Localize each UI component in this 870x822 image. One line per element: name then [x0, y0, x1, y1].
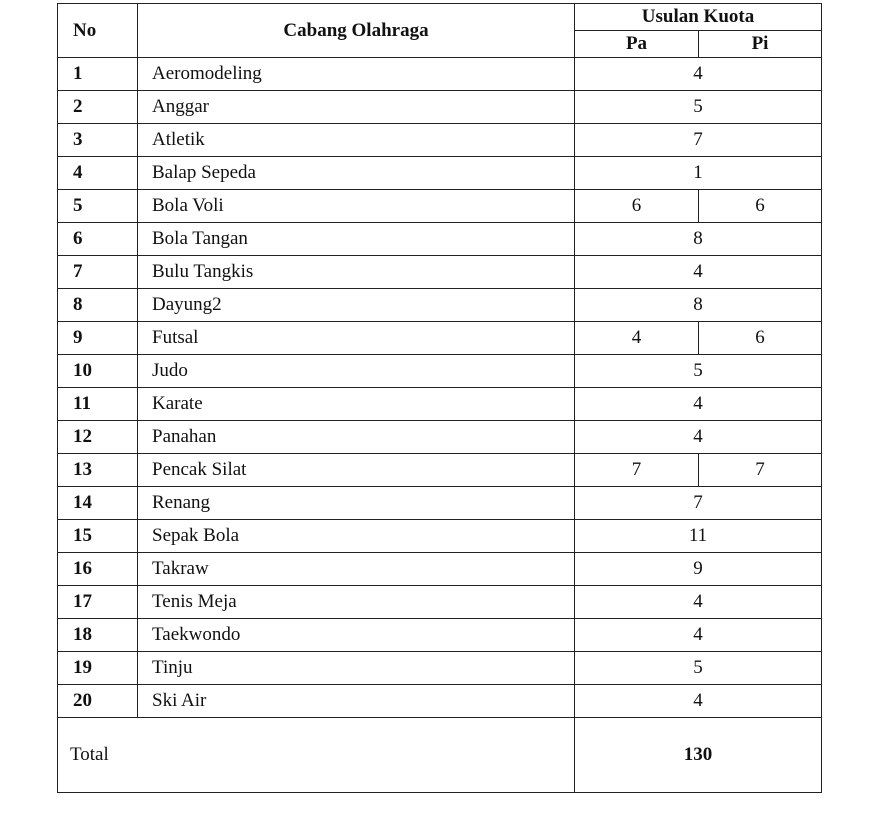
- row-sport: Dayung2: [138, 289, 575, 322]
- row-sport: Karate: [138, 388, 575, 421]
- row-quota: 5: [575, 652, 822, 685]
- row-no: 4: [58, 157, 138, 190]
- row-sport: Tinju: [138, 652, 575, 685]
- row-no: 13: [58, 454, 138, 487]
- quota-table: [57, 3, 822, 793]
- table-row: [58, 355, 822, 388]
- table-row: [58, 190, 822, 223]
- row-quota: 9: [575, 553, 822, 586]
- total-value: 130: [575, 718, 822, 793]
- row-sport: Bola Voli: [138, 190, 575, 223]
- row-no: 12: [58, 421, 138, 454]
- table-row: [58, 157, 822, 190]
- row-quota: 4: [575, 586, 822, 619]
- row-quota-pi: 6: [699, 322, 822, 355]
- row-quota: 4: [575, 388, 822, 421]
- row-sport: Panahan: [138, 421, 575, 454]
- row-quota: 4: [575, 256, 822, 289]
- row-sport: Takraw: [138, 553, 575, 586]
- table-row: [58, 586, 822, 619]
- row-no: 17: [58, 586, 138, 619]
- row-sport: Pencak Silat: [138, 454, 575, 487]
- row-no: 6: [58, 223, 138, 256]
- table-row: [58, 619, 822, 652]
- table-row: [58, 322, 822, 355]
- row-sport: Tenis Meja: [138, 586, 575, 619]
- row-quota: 4: [575, 58, 822, 91]
- row-no: 18: [58, 619, 138, 652]
- table-row: [58, 223, 822, 256]
- row-quota-pa: 7: [575, 454, 699, 487]
- row-no: 3: [58, 124, 138, 157]
- table-row: [58, 388, 822, 421]
- row-sport: Futsal: [138, 322, 575, 355]
- row-no: 7: [58, 256, 138, 289]
- total-row: [58, 718, 822, 793]
- header-pa: Pa: [575, 31, 699, 58]
- header-pi: Pi: [699, 31, 822, 58]
- row-sport: Atletik: [138, 124, 575, 157]
- row-no: 20: [58, 685, 138, 718]
- row-quota-pi: 7: [699, 454, 822, 487]
- row-quota: 8: [575, 289, 822, 322]
- row-no: 2: [58, 91, 138, 124]
- total-label: Total: [58, 718, 575, 793]
- table-body: [58, 58, 822, 793]
- table-row: [58, 553, 822, 586]
- table-header-row: [58, 4, 822, 31]
- row-no: 8: [58, 289, 138, 322]
- row-quota-pi: 6: [699, 190, 822, 223]
- table-row: [58, 652, 822, 685]
- row-no: 19: [58, 652, 138, 685]
- row-sport: Balap Sepeda: [138, 157, 575, 190]
- row-sport: Renang: [138, 487, 575, 520]
- row-quota: 11: [575, 520, 822, 553]
- header-no: No: [58, 4, 138, 58]
- row-quota: 1: [575, 157, 822, 190]
- row-quota: 4: [575, 421, 822, 454]
- row-quota: 4: [575, 685, 822, 718]
- row-no: 16: [58, 553, 138, 586]
- header-quota: Usulan Kuota: [575, 4, 822, 31]
- row-no: 5: [58, 190, 138, 223]
- table-row: [58, 58, 822, 91]
- table-row: [58, 124, 822, 157]
- row-no: 15: [58, 520, 138, 553]
- table-row: [58, 91, 822, 124]
- row-no: 9: [58, 322, 138, 355]
- row-sport: Ski Air: [138, 685, 575, 718]
- row-sport: Judo: [138, 355, 575, 388]
- row-quota: 8: [575, 223, 822, 256]
- table-row: [58, 454, 822, 487]
- row-no: 14: [58, 487, 138, 520]
- row-sport: Anggar: [138, 91, 575, 124]
- row-sport: Taekwondo: [138, 619, 575, 652]
- table-row: [58, 289, 822, 322]
- table-row: [58, 256, 822, 289]
- table-row: [58, 487, 822, 520]
- row-no: 10: [58, 355, 138, 388]
- row-quota: 5: [575, 91, 822, 124]
- row-sport: Sepak Bola: [138, 520, 575, 553]
- row-quota-pa: 6: [575, 190, 699, 223]
- header-sport: Cabang Olahraga: [138, 4, 575, 58]
- table-row: [58, 685, 822, 718]
- row-quota: 7: [575, 487, 822, 520]
- row-quota: 5: [575, 355, 822, 388]
- row-quota-pa: 4: [575, 322, 699, 355]
- row-quota: 4: [575, 619, 822, 652]
- row-sport: Bola Tangan: [138, 223, 575, 256]
- table-row: [58, 520, 822, 553]
- row-sport: Bulu Tangkis: [138, 256, 575, 289]
- table-row: [58, 421, 822, 454]
- row-no: 1: [58, 58, 138, 91]
- row-quota: 7: [575, 124, 822, 157]
- row-no: 11: [58, 388, 138, 421]
- row-sport: Aeromodeling: [138, 58, 575, 91]
